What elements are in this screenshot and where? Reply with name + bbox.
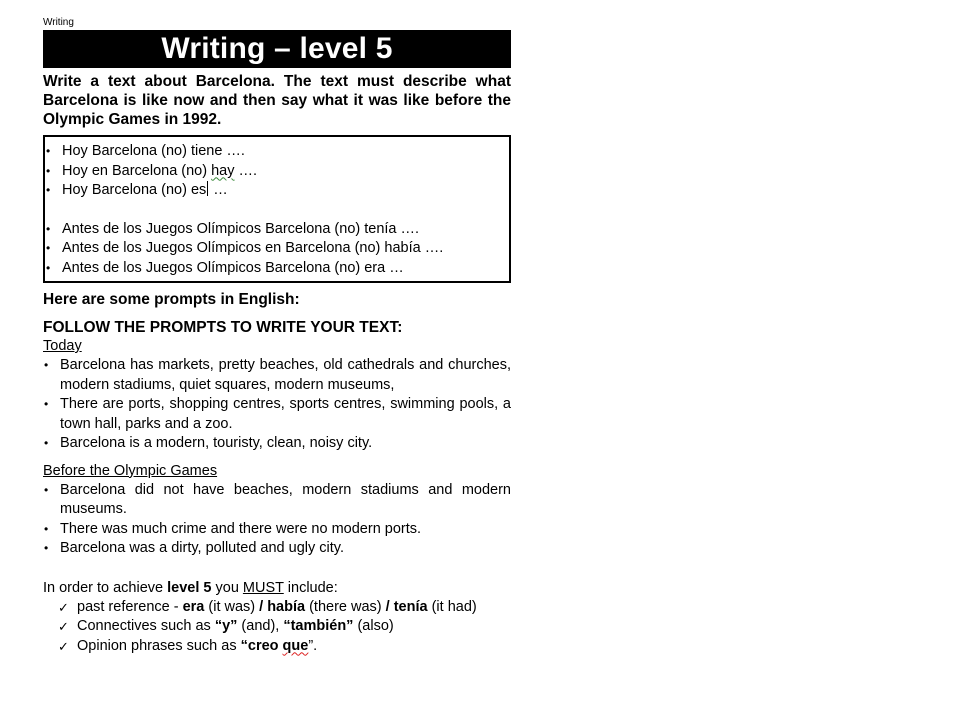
task-instructions: Write a text about Barcelona. The text must describe what Barcelona is like now and then say what it was like before the Olympic Games in 1992.: [43, 73, 511, 128]
requirements-intro: In order to achieve level 5 you MUST include:: [43, 579, 338, 596]
list-item: • Hoy Barcelona (no) es …: [45, 181, 507, 201]
list-item: • Barcelona has markets, pretty beaches, old cathedrals and churches, modern stadiums, quiet squares, modern museums,: [43, 356, 511, 395]
page-title: Writing – level 5: [161, 32, 393, 65]
prompts-label: Here are some prompts in English:: [43, 291, 300, 308]
header-label: Writing: [43, 17, 74, 28]
today-list: [43, 356, 511, 454]
list-item: • Barcelona did not have beaches, modern stadiums and modern museums.: [43, 481, 511, 520]
list-item: • Barcelona is a modern, touristy, clean, noisy city.: [43, 434, 511, 454]
before-games-heading: Before the Olympic Games: [43, 462, 218, 479]
requirements-list: [43, 598, 511, 657]
requirement-opinion: ✓ Opinion phrases such as “creo que”.: [43, 637, 511, 657]
sentence-starters-box: [43, 135, 511, 283]
past-starters-list: [45, 220, 507, 279]
worksheet: [43, 17, 511, 656]
before-games-list: [43, 481, 511, 559]
requirement-connectives: ✓ Connectives such as “y” (and), “también” (also): [43, 617, 511, 637]
list-item: • Antes de los Juegos Olímpicos en Barcelona (no) había ….: [45, 239, 507, 259]
spellcheck-word: que: [282, 637, 309, 654]
list-item: • There was much crime and there were no modern ports.: [43, 520, 511, 540]
title-bar: [43, 30, 511, 68]
spellcheck-word: hay: [211, 162, 235, 179]
list-item: • Antes de los Juegos Olímpicos Barcelona (no) tenía ….: [45, 220, 507, 240]
today-heading: Today: [43, 338, 82, 354]
requirement-past-reference: ✓ past reference - era (it was) / había (there was) / tenía (it had): [43, 598, 511, 618]
present-starters-list: [45, 142, 507, 201]
list-item: • Hoy Barcelona (no) tiene ….: [45, 142, 507, 162]
list-item: • Barcelona was a dirty, polluted and ugly city.: [43, 539, 511, 559]
follow-label: FOLLOW THE PROMPTS TO WRITE YOUR TEXT:: [43, 319, 403, 336]
list-item: • Hoy en Barcelona (no) hay ….: [45, 162, 507, 182]
list-item: • There are ports, shopping centres, sports centres, swimming pools, a town hall, parks and a zoo.: [43, 395, 511, 434]
list-item: • Antes de los Juegos Olímpicos Barcelona (no) era …: [45, 259, 507, 279]
